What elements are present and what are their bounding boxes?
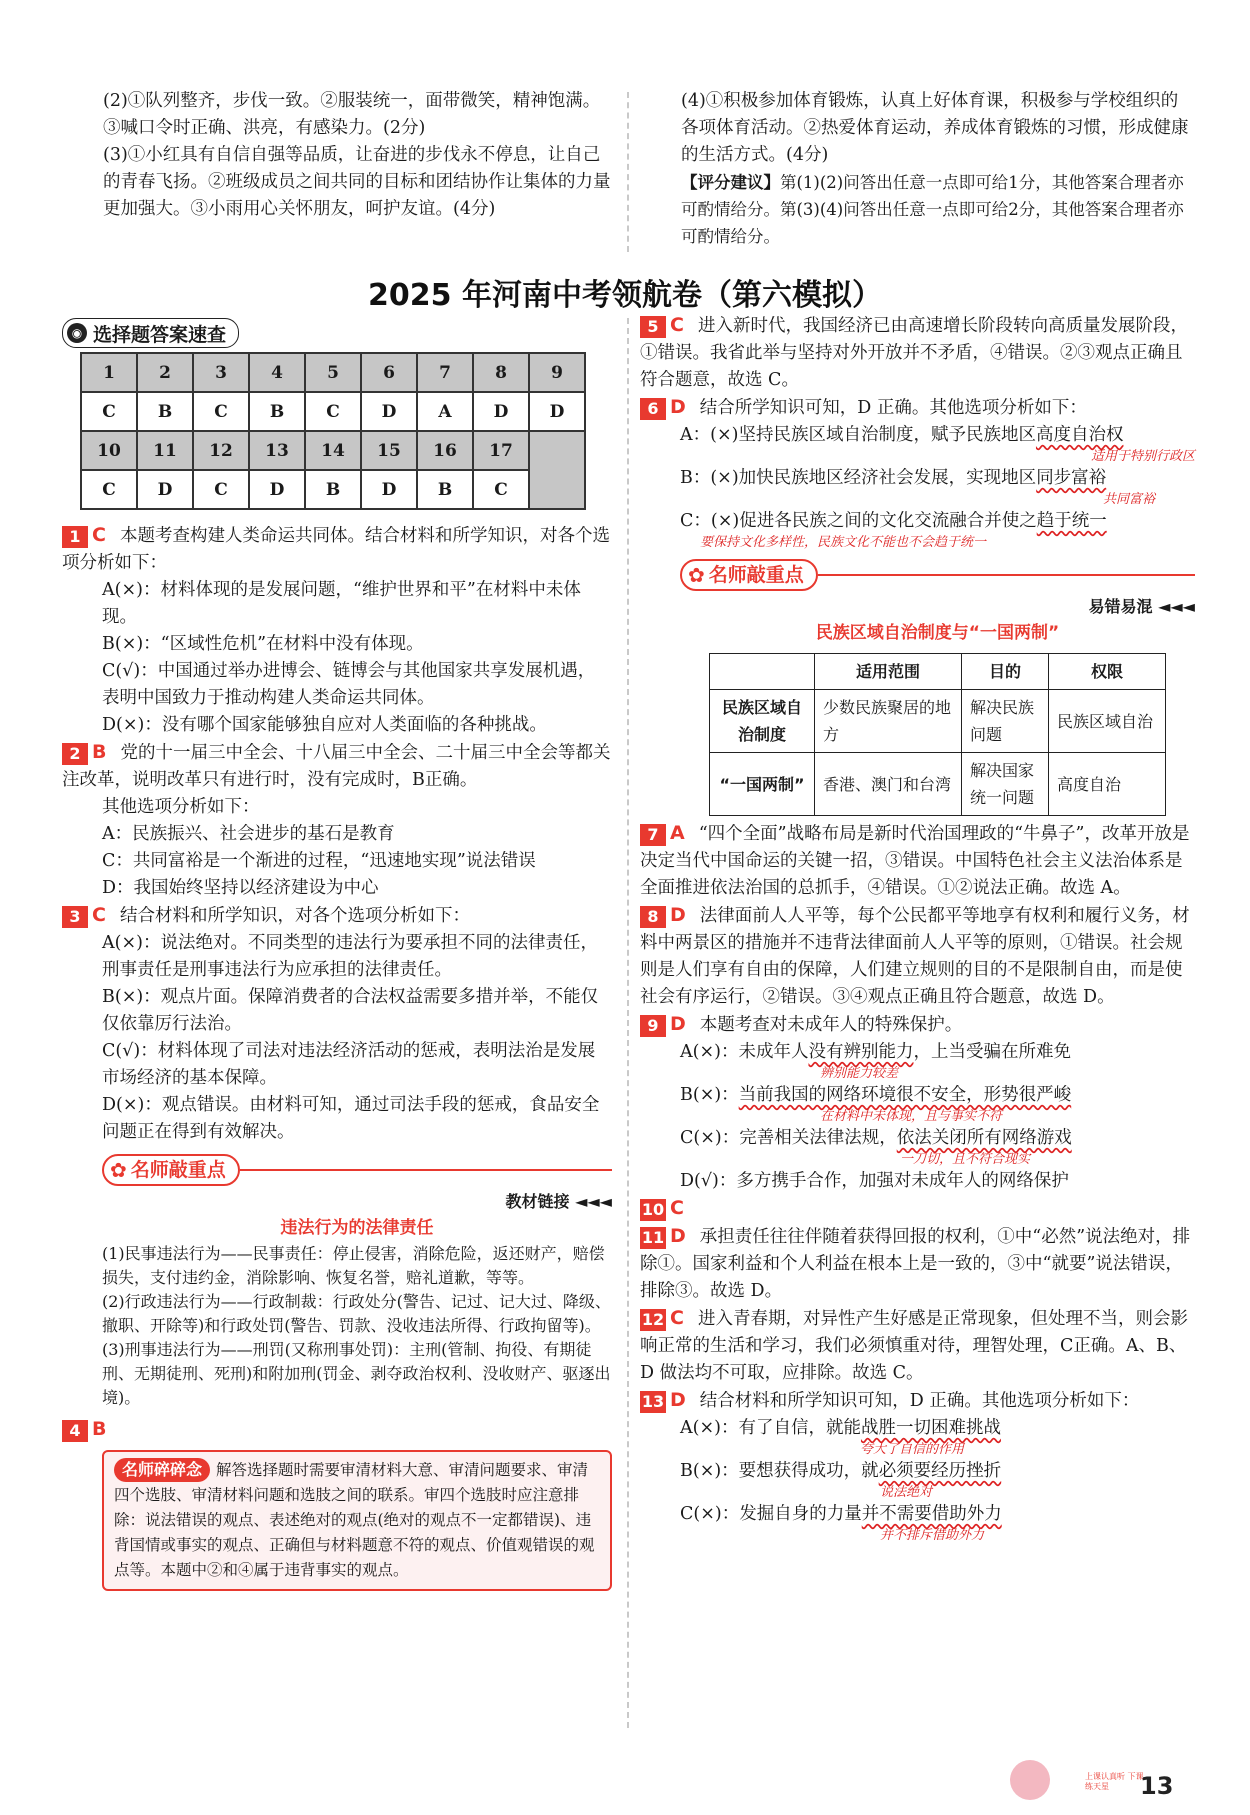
q-answer: D bbox=[670, 1389, 686, 1411]
q13-a-handnote: 夸大了自信的作用 bbox=[860, 1442, 965, 1457]
footer-slogan: 上课认真听 下课练天星 bbox=[1085, 1772, 1144, 1791]
q-answer: B bbox=[92, 741, 107, 763]
q-answer: D bbox=[670, 1013, 686, 1035]
q6-b-handnote: 共同富裕 bbox=[1102, 492, 1155, 507]
cmp-cell: 解决国家统一问题 bbox=[962, 753, 1049, 816]
ans-cell: D bbox=[249, 470, 305, 509]
page-title: 2025 年河南中考领航卷（第六模拟） bbox=[368, 278, 882, 313]
q3-c: C(√)：材料体现了司法对违法经济活动的惩戒，表明法治是发展市场经济的基本保障。 bbox=[102, 1041, 596, 1088]
q-answer: C bbox=[670, 1307, 684, 1329]
teacher-note-label: 名师碎碎念 bbox=[114, 1458, 210, 1482]
q1-d: D(×)：没有哪个国家能够独自应对人类面临的各种挑战。 bbox=[102, 715, 547, 735]
q6-c-underlined: 趋于统一 bbox=[1036, 511, 1107, 531]
qnum-cell: 4 bbox=[249, 353, 305, 392]
ans-cell: D bbox=[137, 470, 193, 509]
ans-cell: C bbox=[81, 392, 137, 431]
comparison-row bbox=[710, 690, 1166, 753]
legal-liability-title: 违法行为的法律责任 bbox=[280, 1218, 434, 1238]
top-left-p2: (3)①小红具有自信自强等品质，让奋进的步伐永不停息，让自己的青春飞扬。②班级成员之间共同的目标和团结协作让集体的力量更加强大。③小雨用心关怀朋友，呵护友谊。(4分) bbox=[103, 145, 611, 219]
comparison-table bbox=[709, 653, 1166, 816]
teacher-focus-header bbox=[680, 559, 1195, 591]
q-answer: C bbox=[670, 314, 684, 336]
ans-cell: D bbox=[361, 470, 417, 509]
q13-c-text: C(×)：发掘自身的力量 bbox=[680, 1504, 862, 1524]
q9-d: D(√)：多方携手合作，加强对未成年人的网络保护 bbox=[680, 1171, 1069, 1191]
top-left-answers bbox=[103, 88, 613, 223]
qnum-cell: 11 bbox=[137, 431, 193, 470]
q-number-badge: 11 bbox=[641, 1227, 665, 1247]
qnum-cell: 15 bbox=[361, 431, 417, 470]
q13-lead: 结合材料和所学知识可知，D 正确。其他选项分析如下： bbox=[699, 1391, 1140, 1411]
cmp-header bbox=[710, 654, 815, 690]
page-number: 13 bbox=[1140, 1772, 1174, 1800]
q9-a-post: ，上当受骗在所难免 bbox=[913, 1042, 1071, 1062]
q13-a-underlined: 战胜一切困难挑战 bbox=[860, 1418, 1001, 1438]
q8-text: 法律面前人人平等，每个公民都平等地享有权利和履行义务，材料中两景区的措施并不违背法律面前人人平等的原则，①错误。社会规则是人们享有自由的保障，人们建立规则的目的不是限制自由，而是使社会有序运行，②错误。③④观点正确且符合题意，故选 D。 bbox=[640, 906, 1190, 1007]
q3-a: A(×)：说法绝对。不同类型的违法行为要承担不同的法律责任，刑事责任是刑事违法行为应承担的法律责任。 bbox=[102, 933, 598, 980]
q9-lead: 本题考查对未成年人的特殊保护。 bbox=[699, 1015, 963, 1035]
question-4 bbox=[62, 1416, 612, 1444]
cmp-header: 适用范围 bbox=[815, 654, 962, 690]
q13-a-text: A(×)：有了自信，就能 bbox=[680, 1418, 861, 1438]
legal-liability-p2: (2)行政违法行为——行政制裁：行政处分(警告、记过、记大过、降级、撤职、开除等)和行政处罚(警告、罚款、没收违法所得、行政拘留等)。 bbox=[102, 1292, 611, 1335]
teacher-focus-1 bbox=[62, 1154, 612, 1410]
q6-c-text: C：(×)促进各民族之间的文化交流融合并使之 bbox=[680, 511, 1037, 531]
q12-text: 进入青春期，对异性产生好感是正常现象，但处理不当，则会影响正常的生活和学习，我们必须慎重对待，理智处理，C正确。A、B、D 做法均不可取，应排除。故选 C。 bbox=[640, 1309, 1188, 1383]
q-number-badge: 9 bbox=[640, 1015, 666, 1037]
quick-answer-header bbox=[62, 318, 239, 348]
ans-cell: D bbox=[529, 392, 585, 431]
cmp-cell: 民族区域自治 bbox=[1049, 690, 1166, 753]
eval-label: 【评分建议】 bbox=[681, 173, 780, 192]
ans-cell: C bbox=[305, 392, 361, 431]
answer-row-ans-2 bbox=[81, 470, 585, 509]
teacher-focus-2 bbox=[640, 559, 1195, 816]
q-answer: C bbox=[92, 524, 106, 546]
q3-d: D(×)：观点错误。由材料可知，通过司法手段的惩戒，食品安全问题正在得到有效解决。 bbox=[102, 1095, 600, 1142]
top-right-p1: (4)①积极参加体育锻炼，认真上好体育课，积极参与学校组织的各项体育活动。②热爱体育运动，养成体育锻炼的习惯，形成健康的生活方式。(4分) bbox=[681, 91, 1189, 165]
q-number-badge: 2 bbox=[62, 743, 88, 765]
q1-a: A(×)：材料体现的是发展问题，“维护世界和平”在材料中未体现。 bbox=[102, 580, 581, 627]
top-left-p1: (2)①队列整齐，步伐一致。②服装统一，面带微笑，精神饱满。③喊口令时正确、洪亮，有感染力。(2分) bbox=[103, 91, 601, 138]
ans-cell: C bbox=[193, 470, 249, 509]
q6-b-underlined: 同步富裕 bbox=[1036, 468, 1107, 488]
q6-a-underlined: 高度自治权 bbox=[1035, 425, 1124, 445]
qnum-cell: 5 bbox=[305, 353, 361, 392]
q-answer: D bbox=[670, 904, 686, 926]
ans-cell: B bbox=[305, 470, 361, 509]
q6-c bbox=[640, 508, 1195, 535]
cmp-cell: 解决民族问题 bbox=[962, 690, 1049, 753]
cmp-cell: 高度自治 bbox=[1049, 753, 1166, 816]
qnum-cell: 8 bbox=[473, 353, 529, 392]
qnum-cell: 3 bbox=[193, 353, 249, 392]
q9-c-handnote: 一刀切，且不符合现实 bbox=[900, 1152, 1031, 1167]
qnum-cell: 9 bbox=[529, 353, 585, 392]
q-number-badge: 1 bbox=[62, 526, 88, 548]
q1-c: C(√)：中国通过举办进博会、链博会与其他国家共享发展机遇，表明中国致力于推动构建人类命运共同体。 bbox=[102, 661, 596, 708]
q-number-badge: 4 bbox=[62, 1420, 88, 1442]
qnum-cell: 6 bbox=[361, 353, 417, 392]
question-1 bbox=[62, 522, 612, 739]
q13-c bbox=[640, 1501, 1195, 1528]
cmp-cell: 民族区域自治制度 bbox=[710, 690, 815, 753]
qnum-cell: 12 bbox=[193, 431, 249, 470]
q6-a bbox=[640, 422, 1195, 449]
header-rule bbox=[818, 574, 1195, 576]
cmp-cell: 少数民族聚居的地方 bbox=[815, 690, 962, 753]
q3-b: B(×)：观点片面。保障消费者的合法权益需要多措并举，不能仅仅依靠厉行法治。 bbox=[102, 987, 599, 1034]
mascot-icon bbox=[1010, 1760, 1050, 1800]
q9-b-handnote: 在材料中未体现，且与事实不符 bbox=[820, 1109, 1003, 1124]
ans-cell: A bbox=[417, 392, 473, 431]
q-number-badge: 13 bbox=[641, 1391, 665, 1411]
confusion-tag: 易错易混 ◄◄◄ bbox=[1088, 597, 1195, 616]
comparison-title: 民族区域自治制度与“一国两制” bbox=[815, 623, 1060, 643]
qnum-cell: 2 bbox=[137, 353, 193, 392]
ans-cell: C bbox=[193, 392, 249, 431]
q2-lead: 党的十一届三中全会、十八届三中全会、二十届三中全会等都关注改革，说明改革只有进行时，没有完成时，B正确。 bbox=[62, 743, 611, 790]
textbook-link-tag: 教材链接 ◄◄◄ bbox=[505, 1192, 612, 1211]
q-number-badge: 3 bbox=[62, 906, 88, 928]
q6-a-handnote: 适用于特别行政区 bbox=[1090, 449, 1195, 464]
question-9 bbox=[640, 1011, 1195, 1195]
legal-liability-p3: (3)刑事违法行为——刑罚(又称刑事处罚)：主刑(管制、拘役、有期徒刑、无期徒刑、死刑)和附加刑(罚金、剥夺政治权利、没收财产、驱逐出境)。 bbox=[102, 1340, 611, 1407]
legal-liability-body bbox=[102, 1242, 612, 1410]
flower-icon: ✿ bbox=[110, 1157, 127, 1182]
q13-b bbox=[640, 1458, 1195, 1485]
ans-cell: C bbox=[473, 470, 529, 509]
comparison-header-row bbox=[710, 654, 1166, 690]
header-rule bbox=[240, 1169, 612, 1171]
q6-c-handnote: 要保持文化多样性，民族文化不能也不会趋于统一 bbox=[700, 535, 987, 550]
q-number-badge: 6 bbox=[640, 398, 666, 420]
question-7 bbox=[640, 820, 1195, 902]
teacher-focus-label: 名师敲重点 bbox=[708, 563, 804, 586]
flower-icon: ✿ bbox=[688, 562, 705, 587]
q9-a bbox=[640, 1039, 1195, 1066]
question-3 bbox=[62, 902, 612, 1146]
question-6 bbox=[640, 394, 1195, 551]
question-5 bbox=[640, 312, 1195, 394]
q13-b-handnote: 说法绝对 bbox=[880, 1485, 933, 1500]
q9-a-handnote: 辨别能力较差 bbox=[820, 1066, 899, 1081]
q6-b-text: B：(×)加快民族地区经济社会发展，实现地区 bbox=[680, 468, 1037, 488]
q13-b-underlined: 必须要经历挫折 bbox=[878, 1461, 1002, 1481]
quick-answer-icon: ◉ bbox=[67, 323, 87, 343]
q1-b: B(×)：“区域性危机”在材料中没有体现。 bbox=[102, 634, 424, 654]
q2-d: D：我国始终坚持以经济建设为中心 bbox=[102, 878, 379, 898]
quick-answer-label: 选择题答案速查 bbox=[93, 323, 227, 346]
q-number-badge: 7 bbox=[640, 824, 666, 846]
teacher-focus-label: 名师敲重点 bbox=[130, 1158, 226, 1181]
qnum-cell: 7 bbox=[417, 353, 473, 392]
answer-table bbox=[80, 352, 586, 510]
q7-text: “四个全面”战略布局是新时代治国理政的“牛鼻子”，改革开放是决定当代中国命运的关键一招，③错误。中国特色社会主义法治体系是全面推进依法治国的总抓手，④错误。①②说法正确。故选 A。 bbox=[640, 824, 1190, 898]
top-divider bbox=[627, 92, 629, 252]
q-number-badge: 5 bbox=[640, 316, 666, 338]
q3-lead: 结合材料和所学知识，对各个选项分析如下： bbox=[119, 906, 470, 926]
ans-cell: B bbox=[417, 470, 473, 509]
ans-cell: B bbox=[137, 392, 193, 431]
q-answer: B bbox=[92, 1418, 107, 1440]
right-column bbox=[640, 312, 1195, 1544]
main-divider bbox=[627, 318, 629, 1728]
q9-b-underlined: 当前我国的网络环境很不安全，形势很严峻 bbox=[738, 1085, 1072, 1105]
q-answer: C bbox=[670, 1197, 684, 1219]
qnum-cell: 17 bbox=[473, 431, 529, 470]
q6-b bbox=[640, 465, 1195, 492]
teacher-focus-header bbox=[102, 1154, 612, 1186]
cmp-header: 权限 bbox=[1049, 654, 1166, 690]
q9-c-text: C(×)：完善相关法律法规， bbox=[680, 1128, 897, 1148]
q13-c-handnote: 并不排斥借助外力 bbox=[880, 1528, 985, 1543]
ans-cell: D bbox=[473, 392, 529, 431]
question-13 bbox=[640, 1387, 1195, 1544]
eval-text: 第(1)(2)问答出任意一点即可给1分，其他答案合理者亦可酌情给分。第(3)(4)问答出任意一点即可给2分，其他答案合理者亦可酌情给分。 bbox=[681, 173, 1184, 246]
ans-cell: C bbox=[81, 470, 137, 509]
question-8 bbox=[640, 902, 1195, 1011]
q9-a-text: A(×)：未成年人 bbox=[680, 1042, 809, 1062]
answer-row-ans-1 bbox=[81, 392, 585, 431]
blank-cell bbox=[529, 431, 585, 509]
q9-b bbox=[640, 1082, 1195, 1109]
q-number-badge: 10 bbox=[641, 1199, 665, 1219]
comparison-row bbox=[710, 753, 1166, 816]
teacher-focus-pill bbox=[680, 559, 818, 591]
q6-lead: 结合所学知识可知，D 正确。其他选项分析如下： bbox=[699, 398, 1087, 418]
question-10 bbox=[640, 1195, 1195, 1223]
qnum-cell: 10 bbox=[81, 431, 137, 470]
teacher-note-box bbox=[102, 1450, 612, 1591]
teacher-focus-pill bbox=[102, 1154, 240, 1186]
q11-text: 承担责任往往伴随着获得回报的权利，①中“必然”说法绝对，排除①。国家利益和个人利益在根本上是一致的，③中“就要”说法错误，排除③。故选 D。 bbox=[640, 1227, 1191, 1301]
qnum-cell: 13 bbox=[249, 431, 305, 470]
q13-b-text: B(×)：要想获得成功，就 bbox=[680, 1461, 879, 1481]
legal-liability-p1: (1)民事违法行为——民事责任：停止侵害，消除危险，返还财产，赔偿损失，支付违约金，消除影响、恢复名誉，赔礼道歉，等等。 bbox=[102, 1244, 605, 1287]
qnum-cell: 1 bbox=[81, 353, 137, 392]
q13-a bbox=[640, 1415, 1195, 1442]
q2-a: A：民族振兴、社会进步的基石是教育 bbox=[102, 824, 395, 844]
top-right-answers bbox=[681, 88, 1193, 250]
cmp-cell: “一国两制” bbox=[710, 753, 815, 816]
cmp-cell: 香港、澳门和台湾 bbox=[815, 753, 962, 816]
eval-suggestion bbox=[681, 169, 1193, 250]
cmp-header: 目的 bbox=[962, 654, 1049, 690]
answer-row-nums-1 bbox=[81, 353, 585, 392]
teacher-note-text: 解答选择题时需要审清材料大意、审清问题要求、审清四个选肢、审清材料问题和选肢之间的联系。审四个选肢时应注意排除：说法错误的观点、表述绝对的观点(绝对的观点不一定都错误)、违背国情或事实的观点、正确但与材料题意不符的观点、价值观错误的观点等。本题中②和④属于违背事实的观点。 bbox=[114, 1461, 595, 1579]
q9-c-underlined: 依法关闭所有网络游戏 bbox=[896, 1128, 1072, 1148]
q9-c bbox=[640, 1125, 1195, 1152]
qnum-cell: 16 bbox=[417, 431, 473, 470]
q2-c: C：共同富裕是一个渐进的过程，“迅速地实现”说法错误 bbox=[102, 851, 536, 871]
q-answer: D bbox=[670, 396, 686, 418]
qnum-cell: 14 bbox=[305, 431, 361, 470]
left-column bbox=[62, 522, 612, 1591]
q-answer: C bbox=[92, 904, 106, 926]
ans-cell: B bbox=[249, 392, 305, 431]
q13-c-underlined: 并不需要借助外力 bbox=[861, 1504, 1002, 1524]
q9-b-text: B(×)： bbox=[680, 1085, 739, 1105]
q-number-badge: 12 bbox=[641, 1309, 665, 1329]
question-11 bbox=[640, 1223, 1195, 1305]
q-number-badge: 8 bbox=[640, 906, 666, 928]
answer-row-nums-2 bbox=[81, 431, 585, 470]
q-answer: D bbox=[670, 1225, 686, 1247]
q5-text: 进入新时代，我国经济已由高速增长阶段转向高质量发展阶段，①错误。我省此举与坚持对外开放并不矛盾，④错误。②③观点正确且符合题意，故选 C。 bbox=[640, 316, 1188, 390]
q-answer: A bbox=[670, 822, 685, 844]
ans-cell: D bbox=[361, 392, 417, 431]
q6-a-text: A：(×)坚持民族区域自治制度，赋予民族地区 bbox=[680, 425, 1036, 445]
q1-lead: 本题考查构建人类命运共同体。结合材料和所学知识，对各个选项分析如下： bbox=[62, 526, 610, 573]
q2-other: 其他选项分析如下： bbox=[102, 797, 260, 817]
question-12 bbox=[640, 1305, 1195, 1387]
q9-a-underlined: 没有辨别能力 bbox=[808, 1042, 914, 1062]
question-2 bbox=[62, 739, 612, 902]
